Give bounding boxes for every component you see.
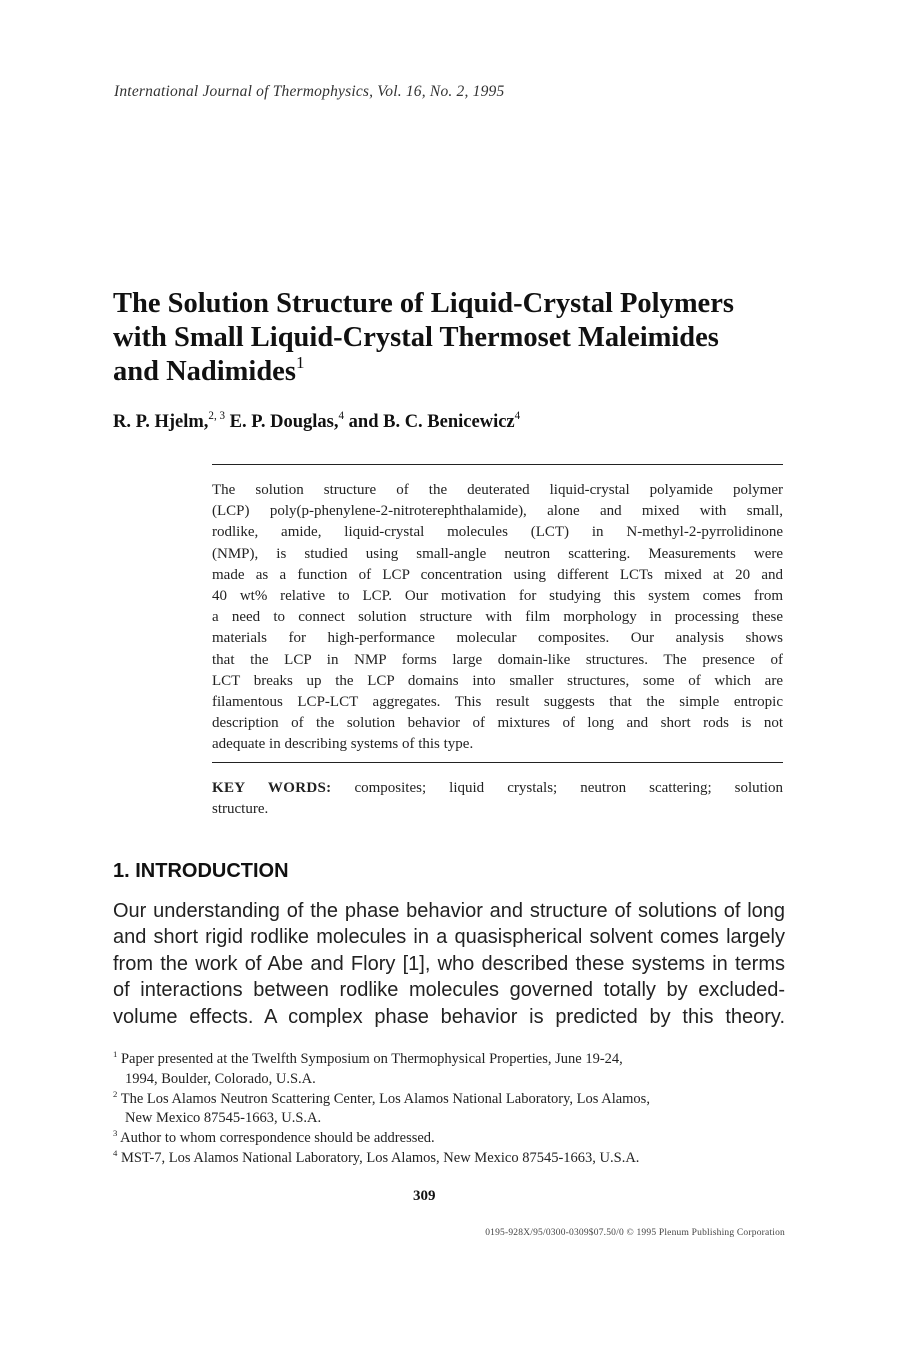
abstract — [212, 480, 783, 756]
footnote — [113, 1129, 785, 1149]
abstract-top-rule — [212, 464, 783, 465]
page-number: 309 — [413, 1188, 436, 1204]
journal-citation: International Journal of Thermophysics, Vol. 16, No. 2, 1995 — [114, 83, 505, 100]
author-affiliation-mark: 4 — [514, 410, 521, 423]
abstract-line: that the LCP in NMP forms large domain-like structures. The presence of — [212, 651, 783, 668]
keywords-label: KEY WORDS: — [212, 780, 332, 796]
title-line: with Small Liquid-Crystal Thermoset Maleimides — [113, 322, 719, 353]
copyright-line: 0195-928X/95/0300-0309$07.50/0 © 1995 Plenum Publishing Corporation — [485, 1228, 785, 1238]
abstract-line: (LCP) poly(p-phenylene-2-nitroterephthalamide), alone and mixed with small, — [212, 503, 783, 520]
footnote — [113, 1050, 785, 1070]
author-name: R. P. Hjelm, — [113, 412, 209, 432]
abstract-line: (NMP), is studied using small-angle neutron scattering. Measurements were — [212, 545, 783, 562]
footnote-mark: 4 — [113, 1147, 118, 1158]
author-name: E. P. Douglas, — [229, 412, 339, 432]
keywords-line: structure. — [212, 801, 269, 817]
abstract-line: a need to connect solution structure with film morphology in processing these — [212, 609, 783, 626]
abstract-line: made as a function of LCP concentration using different LCTs mixed at 20 and — [212, 566, 783, 583]
footnote-text: MST-7, Los Alamos National Laboratory, Los Alamos, New Mexico 87545-1663, U.S.A. — [120, 1149, 640, 1166]
abstract-line: adequate in describing systems of this type. — [212, 736, 474, 753]
abstract-line: rodlike, amide, liquid-crystal molecules (LCT) in N-methyl-2-pyrrolidinone — [212, 524, 783, 541]
keywords-text: composites; liquid crystals; neutron scattering; solution — [354, 780, 784, 796]
footnote-text: Paper presented at the Twelfth Symposium on Thermophysical Properties, June 19-24, — [120, 1051, 623, 1067]
paragraph-line: volume effects. A complex phase behavior is predicted by this theory. — [113, 1005, 785, 1028]
footnotes — [113, 1050, 785, 1169]
paragraph-line: Our understanding of the phase behavior and structure of solutions of long — [113, 900, 785, 922]
author-list — [113, 412, 520, 433]
introduction-paragraph — [113, 898, 785, 1030]
paragraph-line: of interactions between rodlike molecules governed totally by excluded- — [113, 979, 785, 1002]
footnote-continuation: New Mexico 87545-1663, U.S.A. — [125, 1110, 322, 1127]
footnote — [113, 1149, 785, 1169]
abstract-line: materials for high-performance molecular composites. Our analysis shows — [212, 630, 783, 647]
article-title — [113, 287, 793, 389]
abstract-line: description of the solution behavior of mixtures of long and short rods is not — [212, 715, 783, 732]
abstract-line: The solution structure of the deuterated liquid-crystal polyamide polymer — [212, 482, 783, 498]
footnote-mark: 1 — [113, 1048, 118, 1059]
title-line-text: and Nadimides — [113, 356, 296, 387]
paragraph-line: and short rigid rodlike molecules in a quasispherical solvent comes largely — [113, 926, 785, 949]
keywords-line — [212, 778, 783, 799]
abstract-line: LCT breaks up the LCP domains into smaller structures, some of which are — [212, 672, 783, 689]
section-heading: 1. INTRODUCTION — [113, 860, 289, 882]
title-line: The Solution Structure of Liquid-Crystal Polymers — [113, 288, 734, 319]
abstract-line: 40 wt% relative to LCP. Our motivation for studying this system comes from — [212, 588, 783, 605]
abstract-line: filamentous LCP-LCT aggregates. This result suggests that the simple entropic — [212, 694, 783, 711]
footnote-text: The Los Alamos Neutron Scattering Center, Los Alamos National Laboratory, Los Alamos, — [120, 1090, 650, 1107]
author-affiliation-mark: 2, 3 — [208, 410, 226, 423]
author-name: and B. C. Benicewicz — [348, 412, 515, 432]
title-footnote-mark: 1 — [295, 353, 305, 373]
footnote — [113, 1090, 785, 1110]
footnote-text: Author to whom correspondence should be addressed. — [120, 1130, 435, 1147]
footnote-mark: 3 — [113, 1128, 118, 1139]
footnote-continuation: 1994, Boulder, Colorado, U.S.A. — [125, 1070, 316, 1087]
abstract-bottom-rule — [212, 762, 783, 763]
author-affiliation-mark: 4 — [338, 410, 345, 423]
keywords — [212, 778, 783, 820]
paragraph-line: from the work of Abe and Flory [1], who described these systems in terms — [113, 952, 785, 975]
title-line — [113, 355, 793, 389]
footnote-mark: 2 — [113, 1088, 118, 1099]
